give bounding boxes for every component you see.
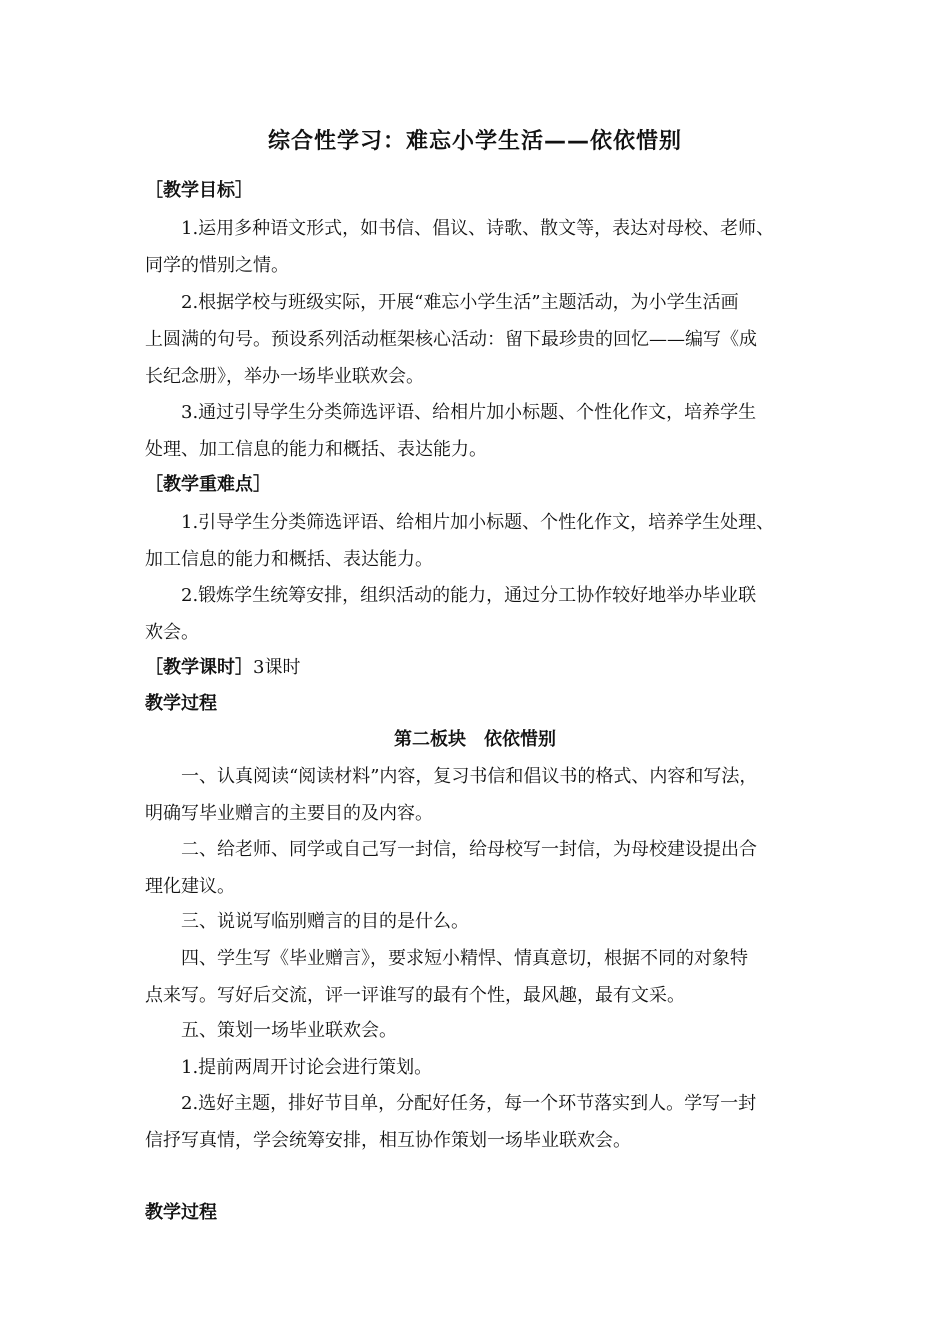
process-step-4-line-1: 四、学生写《毕业赠言》，要求短小精悍、情真意切，根据不同的对象特	[181, 948, 748, 969]
key-point-1-line-2: 加工信息的能力和概括、表达能力。	[145, 549, 433, 570]
key-point-2-line-1: 2.锻炼学生统筹安排，组织活动的能力，通过分工协作较好地举办毕业联	[181, 585, 757, 606]
objective-2-line-2: 上圆满的句号。预设系列活动框架核心活动：留下最珍贵的回忆——编写《成	[145, 329, 757, 350]
page-title: 综合性学习：难忘小学生活——依依惜别	[267, 129, 682, 154]
objective-2-line-1: 2.根据学校与班级实际，开展“难忘小学生活”主题活动，为小学生活画	[181, 292, 739, 313]
process-step-2-line-2: 理化建议。	[145, 876, 235, 897]
process-substep-2-line-2: 信抒写真情，学会统筹安排，相互协作策划一场毕业联欢会。	[145, 1130, 631, 1151]
process-step-4-line-2: 点来写。写好后交流，评一评谁写的最有个性，最风趣，最有文采。	[145, 985, 685, 1006]
objective-1-line-1: 1.运用多种语文形式，如书信、倡议、诗歌、散文等，表达对母校、老师、	[181, 218, 775, 239]
key-point-2-line-2: 欢会。	[145, 622, 199, 643]
key-point-1-line-1: 1.引导学生分类筛选评语、给相片加小标题、个性化作文，培养学生处理、	[181, 512, 775, 533]
class-hours-heading: ［教学课时］	[145, 657, 253, 678]
key-points-heading: ［教学重难点］	[145, 474, 271, 495]
process-heading-2: 教学过程	[145, 1202, 217, 1223]
class-hours-row	[145, 653, 300, 683]
objective-2-line-3: 长纪念册》，举办一场毕业联欢会。	[145, 366, 424, 387]
process-step-1-line-1: 一、认真阅读“阅读材料”内容，复习书信和倡议书的格式、内容和写法，	[181, 766, 758, 787]
objective-3-line-1: 3.通过引导学生分类筛选评语、给相片加小标题、个性化作文，培养学生	[181, 402, 757, 423]
section-title: 第二板块 依依惜别	[394, 729, 556, 750]
process-step-5: 五、策划一场毕业联欢会。	[181, 1020, 397, 1041]
objective-3-line-2: 处理、加工信息的能力和概括、表达能力。	[145, 439, 487, 460]
process-step-3: 三、说说写临别赠言的目的是什么。	[181, 911, 469, 932]
process-substep-2-line-1: 2.选好主题，排好节目单，分配好任务，每一个环节落实到人。学写一封	[181, 1093, 757, 1114]
process-step-2-line-1: 二、给老师、同学或自己写一封信，给母校写一封信，为母校建设提出合	[181, 839, 757, 860]
process-substep-1: 1.提前两周开讨论会进行策划。	[181, 1057, 433, 1078]
process-heading: 教学过程	[145, 693, 217, 714]
class-hours-value: 3课时	[253, 657, 301, 678]
objective-1-line-2: 同学的惜别之情。	[145, 255, 289, 276]
process-step-1-line-2: 明确写毕业赠言的主要目的及内容。	[145, 803, 433, 824]
objectives-heading: ［教学目标］	[145, 180, 253, 201]
